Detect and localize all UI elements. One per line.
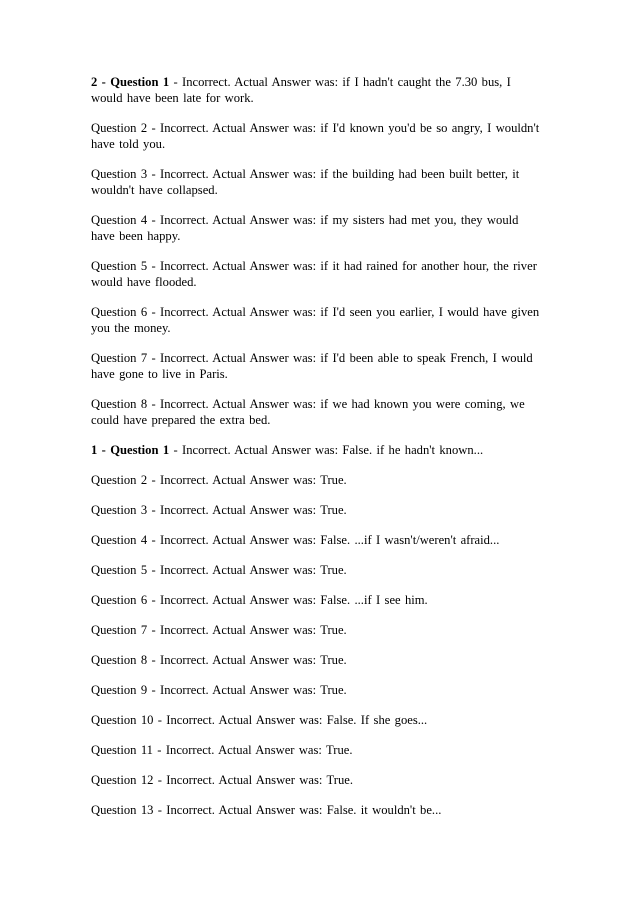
answer-item-s1-q9 — [91, 682, 546, 698]
answer-item-s1-q11 — [91, 742, 546, 758]
answer-item-s2-q3 — [91, 166, 546, 198]
answer-text: Question 12 - Incorrect. Actual Answer was: True. — [91, 773, 353, 787]
answer-item-s2-q2 — [91, 120, 546, 152]
question-lead: 1 - Question 1 — [91, 443, 170, 457]
answer-item-s2-q8 — [91, 396, 546, 428]
answer-item-s2-q5 — [91, 258, 546, 290]
answer-text: Question 2 - Incorrect. Actual Answer was: if I'd known you'd be so angry, I wouldn't have told you. — [91, 121, 540, 151]
answer-text: Question 8 - Incorrect. Actual Answer was: if we had known you were coming, we could have prepared the extra bed. — [91, 397, 525, 427]
answer-text: Question 7 - Incorrect. Actual Answer was: if I'd been able to speak French, I would have gone to live in Paris. — [91, 351, 533, 381]
answer-item-s1-q1 — [91, 442, 546, 458]
answer-text: Question 8 - Incorrect. Actual Answer was: True. — [91, 653, 347, 667]
answer-text: Question 13 - Incorrect. Actual Answer was: False. it wouldn't be... — [91, 803, 442, 817]
answer-text: Question 2 - Incorrect. Actual Answer was: True. — [91, 473, 347, 487]
answer-text: Question 5 - Incorrect. Actual Answer was: if it had rained for another hour, the river would have flooded. — [91, 259, 537, 289]
answer-text: - Incorrect. Actual Answer was: if I hadn't caught the 7.30 bus, I would have been late for work. — [91, 75, 511, 105]
answer-item-s1-q3 — [91, 502, 546, 518]
answer-text: Question 5 - Incorrect. Actual Answer was: True. — [91, 563, 347, 577]
answer-item-s2-q4 — [91, 212, 546, 244]
answer-text: Question 4 - Incorrect. Actual Answer was: False. ...if I wasn't/weren't afraid... — [91, 533, 500, 547]
answer-item-s1-q2 — [91, 472, 546, 488]
answer-text: Question 3 - Incorrect. Actual Answer was: if the building had been built better, it wouldn't have collapsed. — [91, 167, 520, 197]
answer-item-s1-q10 — [91, 712, 546, 728]
answer-text: Question 6 - Incorrect. Actual Answer was: if I'd seen you earlier, I would have given you the money. — [91, 305, 540, 335]
answer-item-s1-q5 — [91, 562, 546, 578]
answer-item-s1-q8 — [91, 652, 546, 668]
question-lead: 2 - Question 1 — [91, 75, 170, 89]
answer-item-s1-q12 — [91, 772, 546, 788]
answer-text: Question 3 - Incorrect. Actual Answer was: True. — [91, 503, 347, 517]
answer-list — [91, 74, 546, 832]
answer-item-s2-q7 — [91, 350, 546, 382]
answer-item-s1-q4 — [91, 532, 546, 548]
answer-item-s2-q1 — [91, 74, 546, 106]
answer-text: Question 7 - Incorrect. Actual Answer was: True. — [91, 623, 347, 637]
answer-item-s2-q6 — [91, 304, 546, 336]
answer-text: Question 9 - Incorrect. Actual Answer was: True. — [91, 683, 347, 697]
answer-text: Question 4 - Incorrect. Actual Answer was: if my sisters had met you, they would have been happy. — [91, 213, 519, 243]
answer-text: Question 6 - Incorrect. Actual Answer was: False. ...if I see him. — [91, 593, 428, 607]
answer-item-s1-q6 — [91, 592, 546, 608]
answer-text: - Incorrect. Actual Answer was: False. if he hadn't known... — [169, 443, 484, 457]
answer-item-s1-q13 — [91, 802, 546, 818]
answer-item-s1-q7 — [91, 622, 546, 638]
answer-text: Question 11 - Incorrect. Actual Answer was: True. — [91, 743, 353, 757]
answer-text: Question 10 - Incorrect. Actual Answer was: False. If she goes... — [91, 713, 428, 727]
